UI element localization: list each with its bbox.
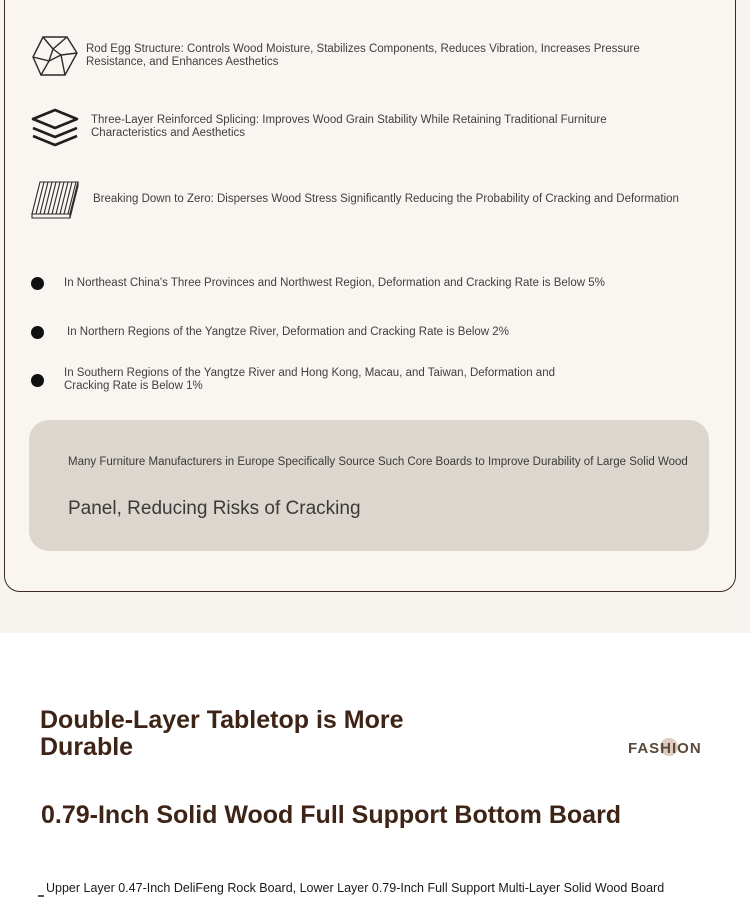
region-item-south-yangtze xyxy=(31,367,571,393)
region-item-north-yangtze xyxy=(31,326,711,339)
feature-rod-egg xyxy=(29,33,649,79)
feature-rod-egg-text: Rod Egg Structure: Controls Wood Moisture, Stabilizes Components, Reduces Vibration, Increases Pressure Resistance, and Enhances Aesthetics xyxy=(86,43,640,68)
fashion-badge xyxy=(628,740,702,757)
fashion-badge-text: FASHION xyxy=(628,740,702,757)
section-subheading: 0.79-Inch Solid Wood Full Support Bottom Board xyxy=(41,801,622,829)
rod-egg-structure-icon xyxy=(29,33,81,79)
bullet-dot xyxy=(31,326,44,339)
region-north-yangtze-text: In Northern Regions of the Yangtze River, Deformation and Cracking Rate is Below 2% xyxy=(67,326,509,338)
feature-three-layer-text: Three-Layer Reinforced Splicing: Improves Wood Grain Stability While Retaining Traditional Furniture Characteristics and Aesthetics xyxy=(91,114,607,139)
feature-breaking-down-text: Breaking Down to Zero: Disperses Wood Stress Significantly Reducing the Probability of Cracking and Deformation xyxy=(93,192,679,205)
feature-breaking-down xyxy=(28,176,728,222)
bullet-dot xyxy=(31,374,44,387)
leaf-mark-icon xyxy=(38,895,44,897)
region-northeast-text: In Northeast China's Three Provinces and Northwest Region, Deformation and Cracking Rate is Below 5% xyxy=(64,277,605,289)
bullet-dot xyxy=(31,277,44,290)
section-heading: Double-Layer Tabletop is More Durable xyxy=(40,706,404,761)
feature-three-layer xyxy=(29,104,669,150)
layers-icon xyxy=(29,104,81,150)
note-line-1: Many Furniture Manufacturers in Europe Specifically Source Such Core Boards to Improve Durability of Large Solid Wood xyxy=(68,456,688,468)
manufacturer-note xyxy=(29,420,709,551)
wood-slats-icon xyxy=(28,176,80,222)
region-south-yangtze-text: In Southern Regions of the Yangtze River and Hong Kong, Macau, and Taiwan, Deformation and Cracking Rate is Below 1% xyxy=(64,367,555,392)
region-item-northeast xyxy=(31,277,711,290)
section-description: Upper Layer 0.47-Inch DeliFeng Rock Board, Lower Layer 0.79-Inch Full Support Multi-Layer Solid Wood Board xyxy=(46,881,665,895)
note-line-2: Panel, Reducing Risks of Cracking xyxy=(68,498,361,519)
